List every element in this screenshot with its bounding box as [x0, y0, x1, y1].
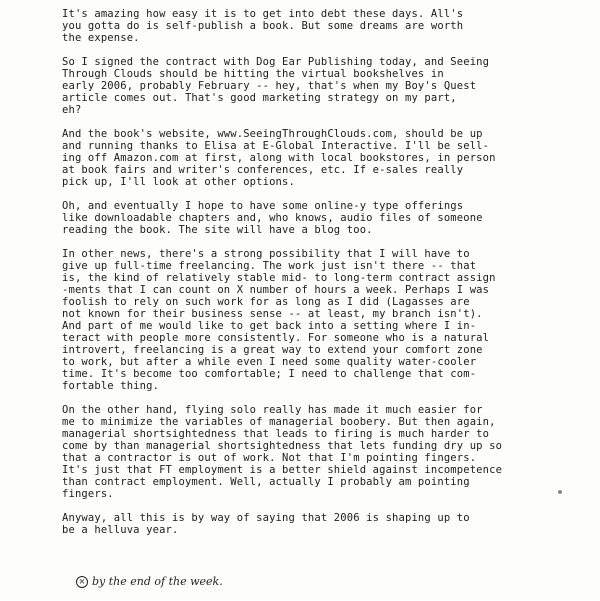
text-line: So I signed the contract with Dog Ear Publishing today, and Seeing — [62, 56, 490, 68]
text-line: article comes out. That's good marketing strategy on my part, — [62, 92, 457, 104]
text-line: And the book's website, www.SeeingThroughClouds.com, should be up — [62, 128, 483, 140]
paragraph-3 — [62, 128, 582, 188]
text-line: that a contractor is out of work. Not that I'm pointing fingers. — [62, 452, 477, 464]
text-line: come by than managerial shortsightedness that lets funding dry up so — [62, 440, 503, 452]
text-line: teract with people more consistently. For someone who is a natural — [62, 332, 490, 344]
text-line: me to minimize the variables of managerial boobery. But then again, — [62, 416, 496, 428]
footnote-text: by the end of the week. — [92, 575, 223, 588]
paragraph-6 — [62, 404, 582, 500]
text-line: give up full-time freelancing. The work just isn't there -- that — [62, 260, 477, 272]
text-line: foolish to rely on such work for as long as I did (Lagasses are — [62, 296, 470, 308]
text-line: fingers. — [62, 488, 114, 500]
text-line: early 2006, probably February -- hey, that's when my Boy's Quest — [62, 80, 477, 92]
text-line: In other news, there's a strong possibility that I will have to — [62, 248, 470, 260]
paragraph-1 — [62, 8, 582, 44]
circled-x-mark-icon: × — [76, 576, 88, 588]
text-line: be a helluva year. — [62, 524, 179, 536]
text-line: time. It's become too comfortable; I need to challenge that com- — [62, 368, 477, 380]
text-line: It's amazing how easy it is to get into debt these days. All's — [62, 8, 464, 20]
text-line: like downloadable chapters and, who knows, audio files of someone — [62, 212, 483, 224]
text-line: is, the kind of relatively stable mid- to long-term contract assign — [62, 272, 496, 284]
text-line: you gotta do is self-publish a book. But some dreams are worth — [62, 20, 464, 32]
paper-speck — [558, 490, 562, 494]
text-line: ing off Amazon.com at first, along with local bookstores, in person — [62, 152, 496, 164]
paragraph-2 — [62, 56, 582, 116]
text-line: Anyway, all this is by way of saying that 2006 is shaping up to — [62, 512, 470, 524]
paragraph-4 — [62, 200, 582, 236]
text-line: than contract employment. Well, actually I probably am pointing — [62, 476, 470, 488]
text-line: introvert, freelancing is a great way to extend your comfort zone — [62, 344, 483, 356]
text-line: not known for their business sense -- at least, my branch isn't). — [62, 308, 483, 320]
text-line: the expense. — [62, 32, 140, 44]
paragraph-7 — [62, 512, 582, 536]
text-line: -ments that I can count on X number of hours a week. Perhaps I was — [62, 284, 490, 296]
text-line: And part of me would like to get back into a setting where I in- — [62, 320, 477, 332]
paragraph-5 — [62, 248, 582, 392]
text-line: and running thanks to Elisa at E-Global Interactive. I'll be sell- — [62, 140, 490, 152]
text-line: managerial shortsightedness that leads to firing is much harder to — [62, 428, 490, 440]
typed-body — [62, 8, 582, 548]
text-line: It's just that FT employment is a better shield against incompetence — [62, 464, 503, 476]
text-line: Through Clouds should be hitting the virtual bookshelves in — [62, 68, 444, 80]
text-line: reading the book. The site will have a blog too. — [62, 224, 373, 236]
text-line: pick up, I'll look at other options. — [62, 176, 295, 188]
text-line: to work, but after a while even I need some quality water-cooler — [62, 356, 477, 368]
text-line: fortable thing. — [62, 380, 160, 392]
text-line: eh? — [62, 104, 82, 116]
text-line: Oh, and eventually I hope to have some online-y type offerings — [62, 200, 464, 212]
handwritten-footnote — [62, 562, 223, 601]
text-line: at book fairs and writer's conferences, etc. If e-sales really — [62, 164, 464, 176]
text-line: On the other hand, flying solo really has made it much easier for — [62, 404, 483, 416]
